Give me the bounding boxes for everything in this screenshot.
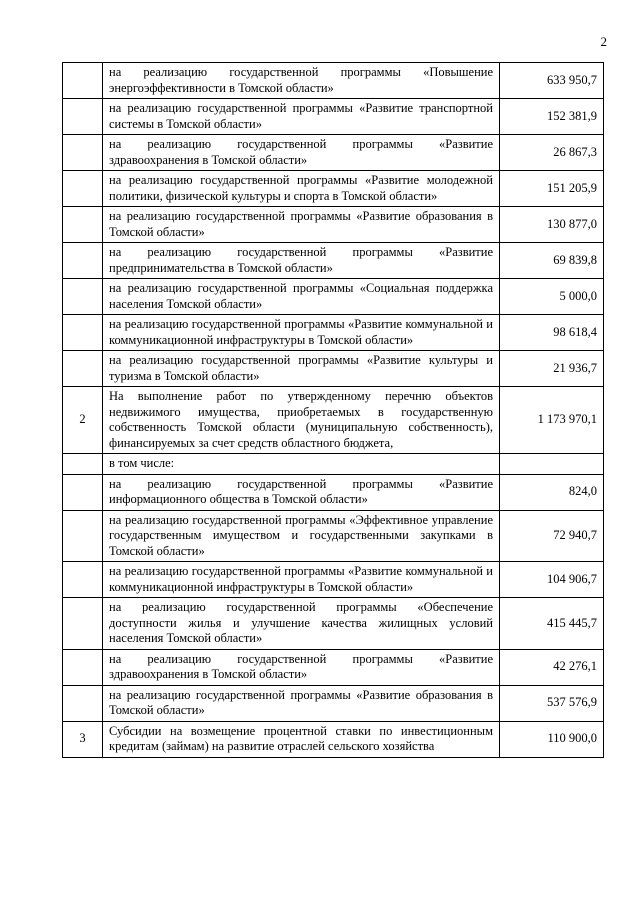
row-description: на реализацию государственной программы «Развитие культуры и туризма в Томской области»	[103, 351, 500, 387]
row-description: На выполнение работ по утвержденному перечню объектов недвижимого имущества, приобретаемых в государственную собственность Томской области (муниципальную собственность), финансируемых за счет средств областного бюджета,	[103, 387, 500, 454]
row-amount: 130 877,0	[500, 207, 604, 243]
row-description: на реализацию государственной программы «Развитие здравоохранения в Томской области»	[103, 649, 500, 685]
row-amount	[500, 454, 604, 475]
budget-table	[62, 62, 604, 758]
row-number	[63, 351, 103, 387]
row-description: на реализацию государственной программы «Эффективное управление государственным имуществом и государственными закупками в Томской области»	[103, 510, 500, 562]
budget-table-body	[63, 63, 604, 758]
row-amount: 151 205,9	[500, 171, 604, 207]
row-number	[63, 279, 103, 315]
row-amount: 42 276,1	[500, 649, 604, 685]
table-row	[63, 454, 604, 475]
row-amount: 26 867,3	[500, 135, 604, 171]
row-description: на реализацию государственной программы «Обеспечение доступности жилья и улучшение качества жилищных условий населения Томской области»	[103, 598, 500, 650]
row-number	[63, 510, 103, 562]
row-amount: 98 618,4	[500, 315, 604, 351]
row-number	[63, 474, 103, 510]
row-amount: 5 000,0	[500, 279, 604, 315]
row-amount: 104 906,7	[500, 562, 604, 598]
row-amount: 633 950,7	[500, 63, 604, 99]
table-row	[63, 510, 604, 562]
row-description: на реализацию государственной программы «Повышение энергоэффективности в Томской области»	[103, 63, 500, 99]
row-description: на реализацию государственной программы «Развитие транспортной системы в Томской области»	[103, 99, 500, 135]
table-row	[63, 63, 604, 99]
row-number	[63, 562, 103, 598]
table-row	[63, 721, 604, 757]
row-description: на реализацию государственной программы «Развитие предпринимательства в Томской области»	[103, 243, 500, 279]
table-row	[63, 598, 604, 650]
row-number	[63, 685, 103, 721]
row-amount: 21 936,7	[500, 351, 604, 387]
table-row	[63, 135, 604, 171]
row-number	[63, 598, 103, 650]
row-description: в том числе:	[103, 454, 500, 475]
row-number	[63, 99, 103, 135]
row-amount: 824,0	[500, 474, 604, 510]
row-number	[63, 315, 103, 351]
row-number	[63, 243, 103, 279]
row-description: на реализацию государственной программы «Развитие коммунальной и коммуникационной инфраструктуры в Томской области»	[103, 315, 500, 351]
row-amount: 72 940,7	[500, 510, 604, 562]
row-number: 3	[63, 721, 103, 757]
table-row	[63, 649, 604, 685]
row-description: на реализацию государственной программы «Развитие образования в Томской области»	[103, 685, 500, 721]
row-description: на реализацию государственной программы «Развитие коммунальной и коммуникационной инфраструктуры в Томской области»	[103, 562, 500, 598]
table-row	[63, 387, 604, 454]
table-row	[63, 279, 604, 315]
table-row	[63, 243, 604, 279]
row-number: 2	[63, 387, 103, 454]
table-row	[63, 685, 604, 721]
row-description: на реализацию государственной программы «Развитие информационного общества в Томской области»	[103, 474, 500, 510]
table-row	[63, 562, 604, 598]
row-number	[63, 63, 103, 99]
row-amount: 152 381,9	[500, 99, 604, 135]
table-row	[63, 474, 604, 510]
row-number	[63, 207, 103, 243]
row-number	[63, 649, 103, 685]
row-amount: 1 173 970,1	[500, 387, 604, 454]
row-number	[63, 454, 103, 475]
row-amount: 110 900,0	[500, 721, 604, 757]
row-number	[63, 135, 103, 171]
page-number: 2	[600, 34, 607, 49]
row-description: на реализацию государственной программы «Развитие здравоохранения в Томской области»	[103, 135, 500, 171]
row-number	[63, 171, 103, 207]
row-amount: 69 839,8	[500, 243, 604, 279]
row-description: на реализацию государственной программы «Социальная поддержка населения Томской области»	[103, 279, 500, 315]
row-amount: 415 445,7	[500, 598, 604, 650]
row-description: на реализацию государственной программы «Развитие образования в Томской области»	[103, 207, 500, 243]
table-row	[63, 315, 604, 351]
row-description: Субсидии на возмещение процентной ставки по инвестиционным кредитам (займам) на развитие отраслей сельского хозяйства	[103, 721, 500, 757]
table-row	[63, 99, 604, 135]
table-row	[63, 207, 604, 243]
row-description: на реализацию государственной программы «Развитие молодежной политики, физической культуры и спорта в Томской области»	[103, 171, 500, 207]
table-row	[63, 171, 604, 207]
row-amount: 537 576,9	[500, 685, 604, 721]
table-row	[63, 351, 604, 387]
